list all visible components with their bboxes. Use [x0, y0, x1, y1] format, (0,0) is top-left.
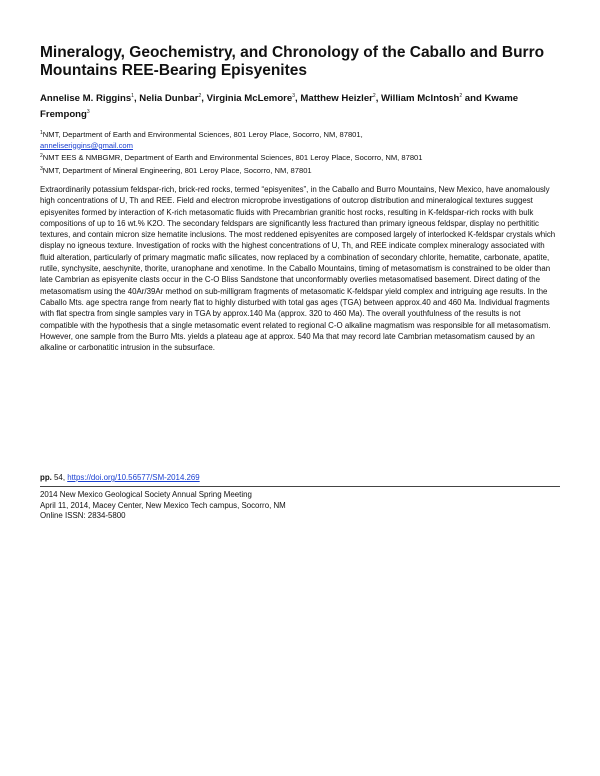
affiliation-1-email: [40, 141, 560, 152]
pages-label: pp.: [40, 473, 52, 482]
author: William McIntosh$^2$ and: [381, 93, 485, 104]
affiliation-2: $^2$NMT EES & NMBGMR, Department of Earth and Environmental Sciences, 801 Leroy Place, Socorro, NM, 87801: [40, 153, 423, 163]
paper-title: Mineralogy, Geochemistry, and Chronology of the Caballo and Burro Mountains REE-Bearing Episyenites: [40, 44, 545, 79]
pages-value: 54,: [51, 473, 68, 482]
affiliations: [40, 128, 560, 176]
meeting-date-location: April 11, 2014, Macey Center, New Mexico Tech campus, Socorro, NM: [40, 500, 286, 510]
author: Annelise M. Riggins$^1$,: [40, 93, 140, 104]
meeting-footer: [40, 490, 560, 522]
abstract: Extraordinarily potassium feldspar-rich, brick-red rocks, termed “episyenites”, in the Caballo and Burro Mountains, New Mexico, have anomalously high concentrations of U, Th and REE. Field and electron microprobe investigations of outcrop distribution and mineralogical textures suggest episyenites formed by interaction of K-rich metasomatic fluids with Precambrian granitic host rocks, resulting in K-feldspar-rich rocks with bulk compositions of up to 16 wt.% K2O. The secondary feldspars are significantly less fractured than primary igneous feldspar, display no perthititic textures, and contain micron size hematite inclusions. The most reddened episyenites are composed largely of interlocked K-feldspar crystals which display no igneous texture. Investigation of rocks with the highest concentrations of U, Th, and REE indicate complex mineralogy associated with fluid alteration, particularly of primary magmatic mafic silicates, now replaced by a combination of secondary chlorite, hematite, carbonate, apatite, rutile, synchysite, aeschynite, thorite, uranophane and xenotime. In the Caballo Mountains, timing of metasomatism is constrained to be older than late Cambrian as episyenite clasts occur in the C-O Bliss Sandstone that unconformably overlies metasomatised basement. Direct dating of the metasomatism using the 40Ar/39Ar method on sub-milligram fragments of metasomatic K-feldspar yield complex and intriguing age results. In the Caballo Mts. age spectra range from nearly flat to highly disturbed with total gas ages (TGA) between approx.40 and 460 Ma. Individual fragments with flat spectra from single samples vary in TGA by approx.140 Ma (approx. 320 to 460 Ma). The overall youthfulness of the results is not compatible with the hypothesis that a single metasomatic event related to regional C-O alkaline magmatism was responsible for all metasomatism. However, one sample from the Burro Mts. yields a plateau age at approx. 540 Ma that may record late Cambrian metasomatism caused by an alkaline or carbonatitic intrusion in the subsurface.: [40, 185, 556, 353]
author: Matthew Heizler$^2$,: [300, 93, 382, 104]
affiliation-3: $^3$NMT, Department of Mineral Engineering, 801 Leroy Place, Socorro, NM, 87801: [40, 165, 312, 175]
author: Nelia Dunbar$^2$,: [139, 93, 207, 104]
author: Virginia McLemore$^3$,: [206, 93, 301, 104]
doi-link[interactable]: https://doi.org/10.56577/SM-2014.269: [67, 473, 200, 482]
meeting-name: 2014 New Mexico Geological Society Annual Spring Meeting: [40, 490, 252, 499]
footer-divider: [40, 486, 560, 487]
author: Kwame Frempong$^3$: [40, 93, 519, 120]
affiliation-1: $^1$NMT, Department of Earth and Environmental Sciences, 801 Leroy Place, Socorro, NM, 87801,: [40, 130, 363, 139]
issn: Online ISSN: 2834-5800: [40, 511, 126, 521]
page-reference: [40, 472, 560, 483]
author-email-link[interactable]: anneliseriggins@gmail.com: [40, 140, 133, 150]
author-list: [40, 90, 560, 121]
